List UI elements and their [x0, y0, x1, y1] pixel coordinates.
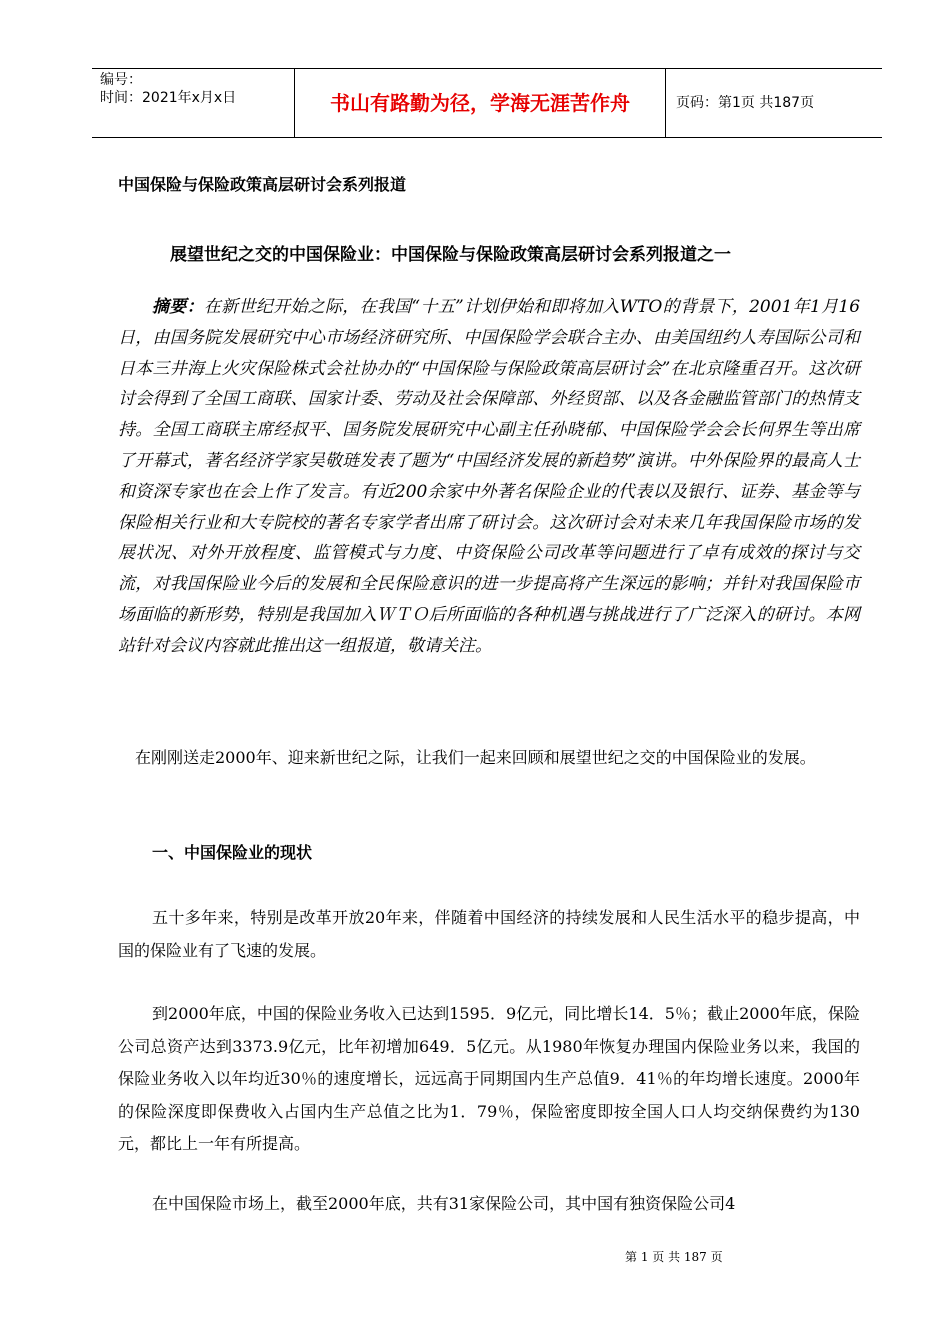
motto-text: 书山有路勤为径，学海无涯苦作舟	[294, 69, 666, 137]
document-header	[92, 68, 882, 138]
header-meta-cell	[92, 69, 294, 137]
footer-page-number: 第 1 页 共 187 页	[625, 1250, 723, 1264]
abstract-text: 在新世纪开始之际，在我国“十五”计划伊始和即将加入WTO的背景下，2001年1月16日，由国务院发展研究中心市场经济研究所、中国保险学会联合主办、由美国纽约人寿国际公司和日本三井海上火灾保险株式会社协办的“中国保险与保险政策高层研讨会”在北京隆重召开。这次研讨会得到了全国工商联、国家计委、劳动及社会保障部、外经贸部、以及各金融监管部门的热情支持。全国工商联主席经叔平、国务院发展研究中心副主任孙晓郁、中国保险学会会长何界生等出席了开幕式，著名经济学家吴敬琏发表了题为“中国经济发展的新趋势”演讲。中外保险界的最高人士和资深专家也在会上作了发言。有近200余家中外著名保险企业的代表以及银行、证券、基金等与保险相关行业和大专院校的著名专家学者出席了研讨会。这次研讨会对未来几年我国保险市场的发展状况、对外开放程度、监管模式与力度、中资保险公司改革等问题进行了卓有成效的探讨与交流，对我国保险业今后的发展和全民保险意识的进一步提高将产生深远的影响；并针对我国保险市场面临的新形势，特别是我国加入ＷＴＯ后所面临的各种机遇与挑战进行了广泛深入的研讨。本网站针对会议内容就此推出这一组报道，敬请关注。	[118, 297, 861, 656]
intro-paragraph: 在刚刚送走2000年、迎来新世纪之际，让我们一起来回顾和展望世纪之交的中国保险业的发展。	[135, 748, 816, 767]
body-paragraph: 五十多年来，特别是改革开放20年来，伴随着中国经济的持续发展和人民生活水平的稳步提高，中国的保险业有了飞速的发展。	[118, 908, 860, 960]
number-label: 编号：	[100, 72, 142, 88]
time-label: 时间：2021年x月x日	[100, 90, 237, 106]
section-heading: 一、中国保险业的现状	[152, 843, 313, 862]
series-title: 中国保险与保险政策高层研讨会系列报道	[118, 175, 407, 194]
abstract-paragraph	[118, 292, 860, 662]
body-paragraph: 到2000年底，中国的保险业务收入已达到1595．9亿元，同比增长14．5％；截止2000年底，保险公司总资产达到3373.9亿元，比年初增加649．5亿元。从1980年恢复办理国内保险业务以来，我国的保险业务收入以年均近30％的速度增长，远远高于同期国内生产总值9．41％的年均增长速度。2000年的保险深度即保费收入占国内生产总值之比为1．79％，保险密度即按全国人口人均交纳保费约为130元，都比上一年有所提高。	[118, 1004, 860, 1153]
main-title: 展望世纪之交的中国保险业：中国保险与保险政策高层研讨会系列报道之一	[170, 245, 731, 265]
abstract-label: 摘要：	[152, 297, 204, 317]
page-info: 页码：第1页 共187页	[676, 95, 815, 111]
body-paragraph: 在中国保险市场上，截至2000年底，共有31家保险公司，其中国有独资保险公司4	[152, 1194, 736, 1213]
